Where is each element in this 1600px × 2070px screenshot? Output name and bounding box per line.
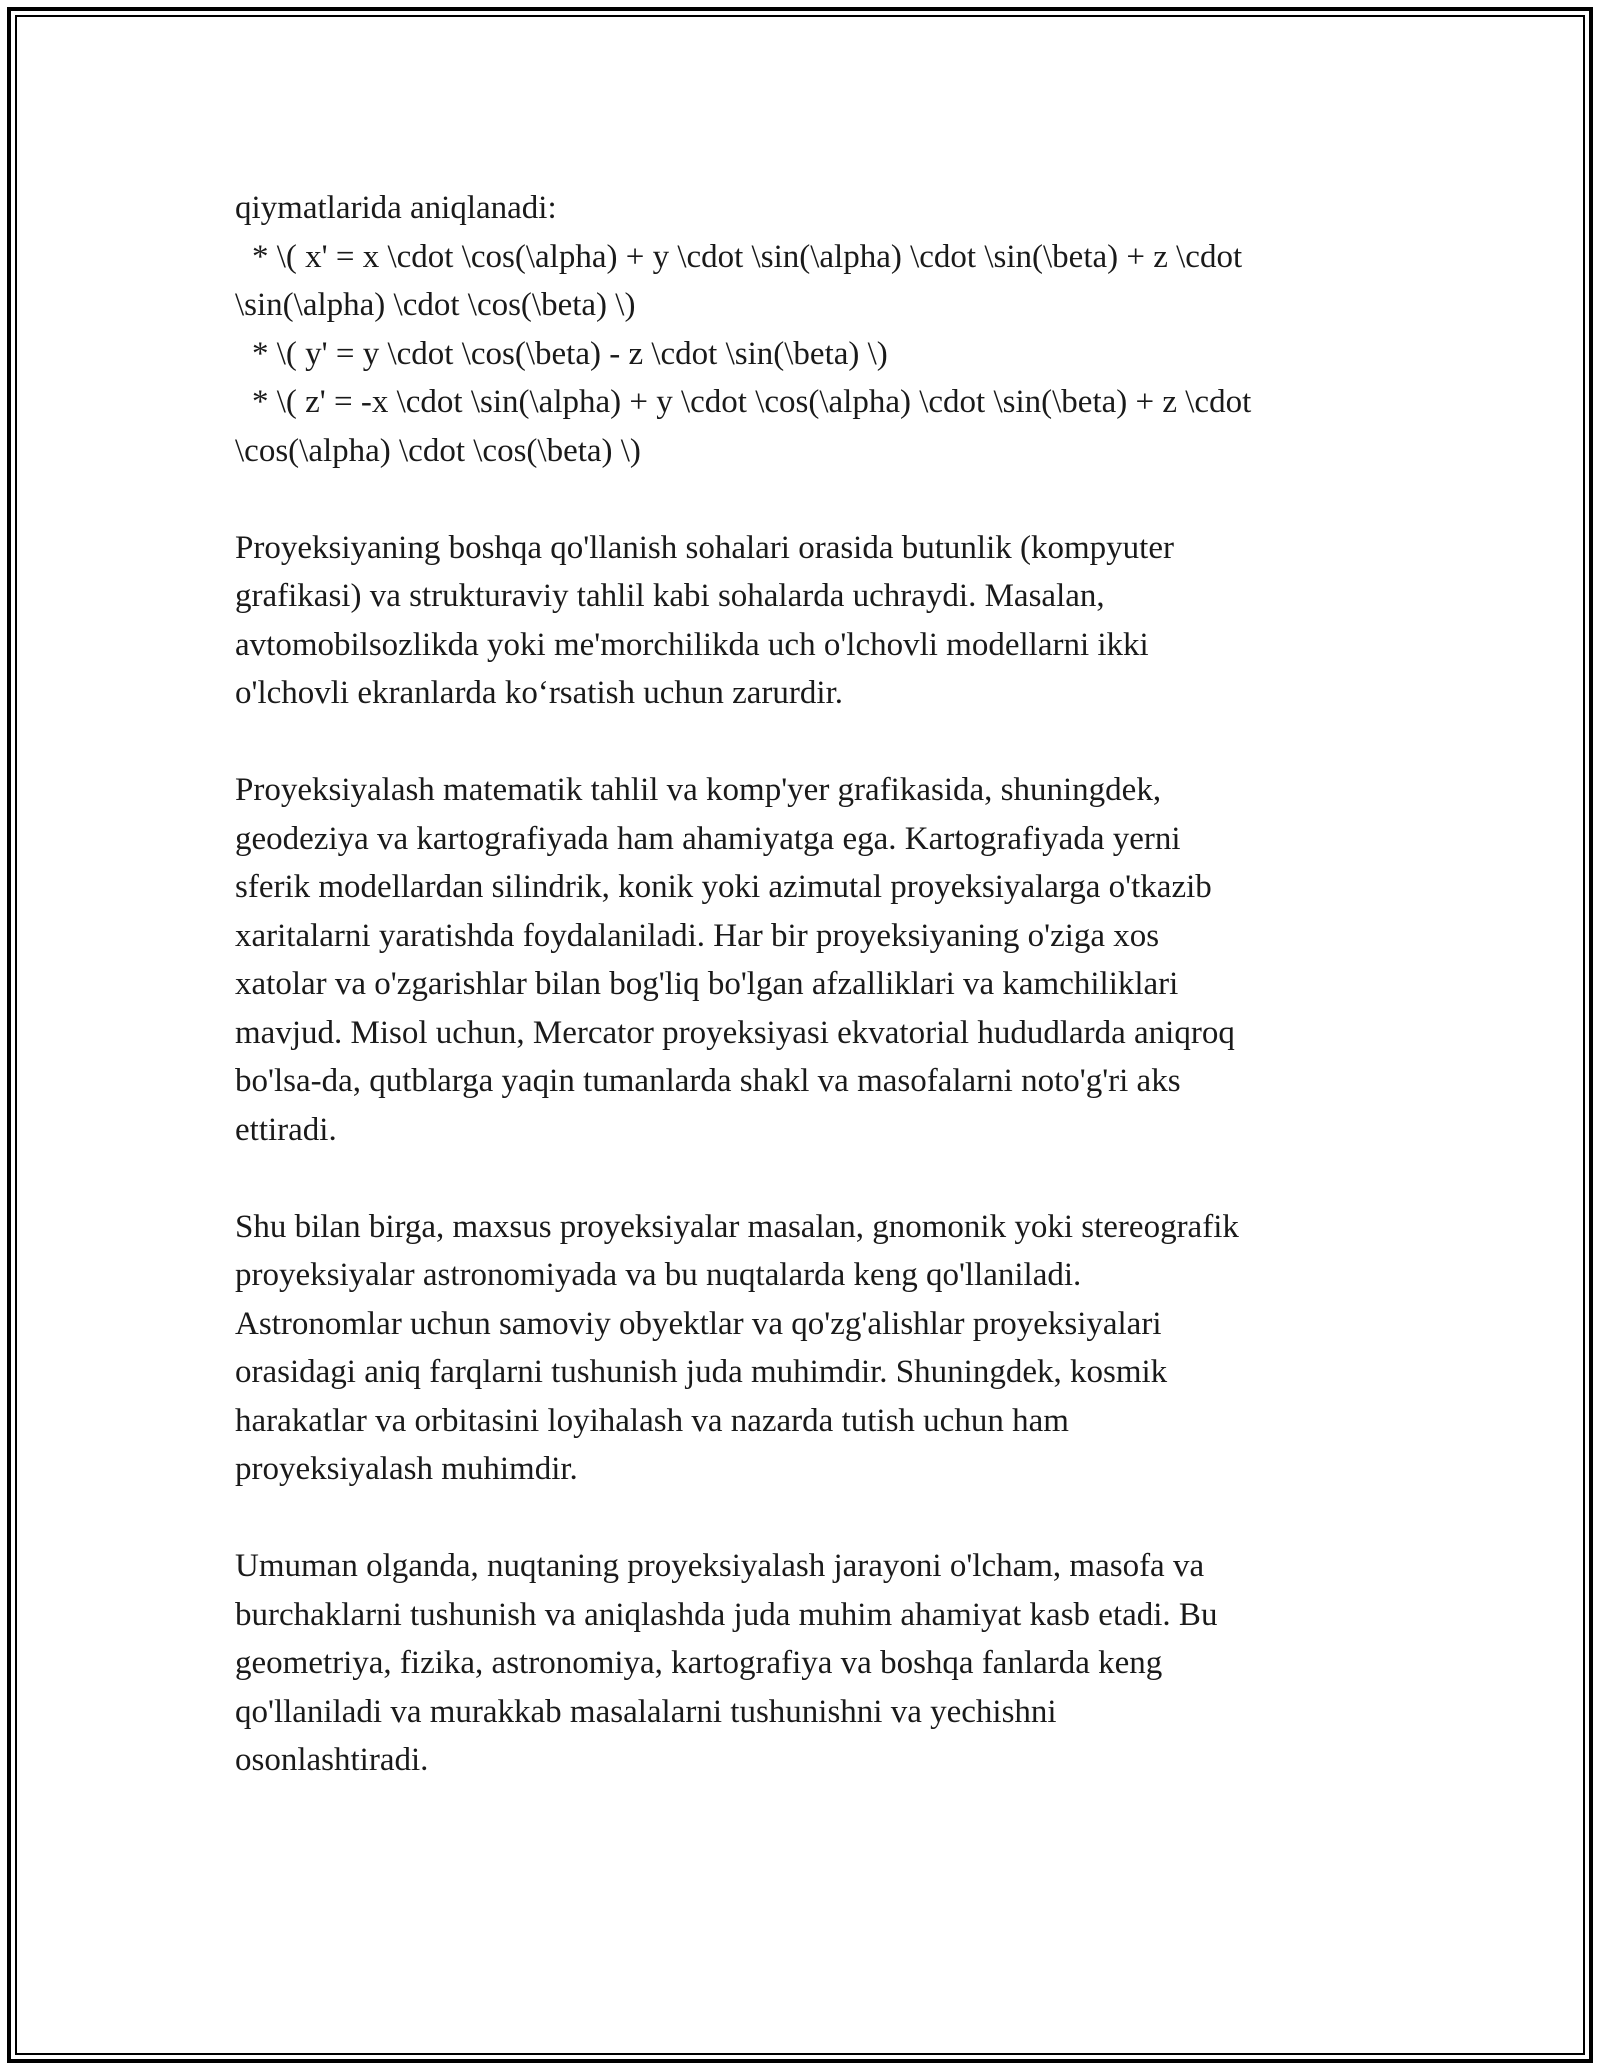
paragraph-line: bo'lsa-da, qutblarga yaqin tumanlarda shakl va masofalarni noto'g'ri aks — [235, 1063, 1181, 1099]
paragraph-line: Umuman olganda, nuqtaning proyeksiyalash jarayoni o'lcham, masofa va — [235, 1548, 1205, 1584]
paragraph-line: harakatlar va orbitasini loyihalash va nazarda tutish uchun ham — [235, 1402, 1069, 1439]
formula-x-line-1: * \( x' = x \cdot \cos(\alpha) + y \cdot \sin(\alpha) \cdot \sin(\beta) + z \cdot — [252, 238, 1243, 275]
paragraph-conclusion — [235, 1542, 1375, 1785]
paragraph-line: qo'llaniladi va murakkab masalalarni tushunishni va yechishni — [235, 1693, 1057, 1730]
document-body — [235, 184, 1375, 1785]
formula-block — [235, 184, 1375, 475]
paragraph-line: Astronomlar uchun samoviy obyektlar va qo'zg'alishlar proyeksiyalari — [235, 1305, 1162, 1342]
paragraph-line: o'lchovli ekranlarda ko‘rsatish uchun zarurdir. — [235, 675, 843, 711]
formula-z-line-1: * \( z' = -x \cdot \sin(\alpha) + y \cdot \cos(\alpha) \cdot \sin(\beta) + z \cdot — [252, 384, 1252, 420]
paragraph-cartography — [235, 766, 1375, 1154]
paragraph-line: burchaklarni tushunish va aniqlashda juda muhim ahamiyat kasb etadi. Bu — [235, 1596, 1218, 1633]
formula-y-line: * \( y' = y \cdot \cos(\beta) - z \cdot \sin(\beta) \) — [252, 335, 888, 372]
paragraph-line: xaritalarni yaratishda foydalaniladi. Har bir proyeksiyaning o'ziga xos — [235, 917, 1160, 954]
paragraph-gap — [235, 718, 1375, 767]
paragraph-line: Proyeksiyalash matematik tahlil va komp'yer grafikasida, shuningdek, — [235, 772, 1162, 808]
paragraph-gap — [235, 1154, 1375, 1203]
paragraph-line: geometriya, fizika, astronomiya, kartografiya va boshqa fanlarda keng — [235, 1645, 1163, 1681]
paragraph-line: proyeksiyalar astronomiyada va bu nuqtalarda keng qo'llaniladi. — [235, 1257, 1082, 1293]
paragraph-line: xatolar va o'zgarishlar bilan bog'liq bo'lgan afzalliklari va kamchiliklari — [235, 966, 1179, 1002]
paragraph-astronomy — [235, 1203, 1375, 1494]
paragraph-line: Proyeksiyaning boshqa qo'llanish sohalari orasida butunlik (kompyuter — [235, 529, 1174, 566]
paragraph-line: Shu bilan birga, maxsus proyeksiyalar masalan, gnomonik yoki stereografik — [235, 1208, 1239, 1245]
paragraph-line: osonlashtiradi. — [235, 1742, 429, 1778]
paragraph-applications — [235, 524, 1375, 718]
paragraph-line: sferik modellardan silindrik, konik yoki azimutal proyeksiyalarga o'tkazib — [235, 869, 1212, 905]
paragraph-gap — [235, 475, 1375, 524]
paragraph-line: grafikasi) va strukturaviy tahlil kabi sohalarda uchraydi. Masalan, — [235, 578, 1105, 614]
formula-x-line-2: \sin(\alpha) \cdot \cos(\beta) \) — [235, 287, 636, 323]
paragraph-line: ettiradi. — [235, 1111, 337, 1148]
paragraph-line: mavjud. Misol uchun, Mercator proyeksiyasi ekvatorial hududlarda aniqroq — [235, 1014, 1235, 1051]
paragraph-line: geodeziya va kartografiyada ham ahamiyatga ega. Kartografiyada yerni — [235, 820, 1181, 857]
paragraph-line: orasidagi aniq farqlarni tushunish juda muhimdir. Shuningdek, kosmik — [235, 1354, 1168, 1390]
paragraph-gap — [235, 1494, 1375, 1543]
formula-intro: qiymatlarida aniqlanadi: — [235, 190, 557, 226]
paragraph-line: avtomobilsozlikda yoki me'morchilikda uch o'lchovli modellarni ikki — [235, 626, 1149, 663]
paragraph-line: proyeksiyalash muhimdir. — [235, 1451, 578, 1487]
formula-z-line-2: \cos(\alpha) \cdot \cos(\beta) \) — [235, 432, 641, 469]
